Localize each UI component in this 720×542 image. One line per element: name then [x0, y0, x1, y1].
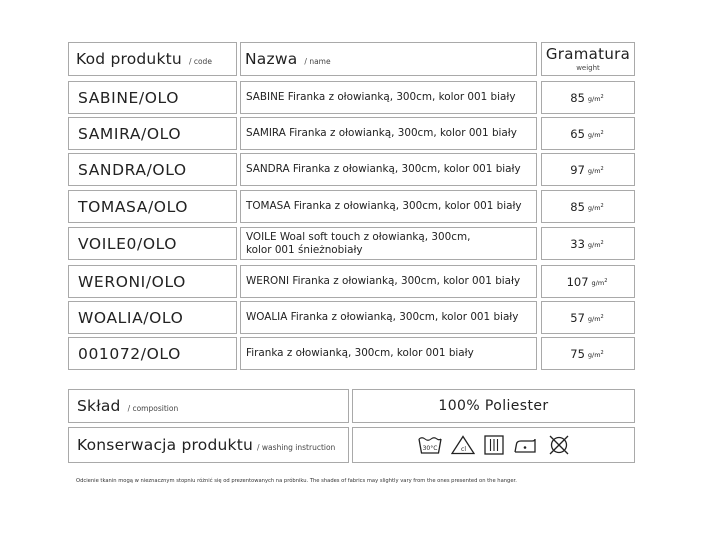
name-header-sub: / name	[304, 56, 331, 66]
product-name	[246, 347, 474, 360]
weight-unit-exp: 2	[600, 165, 604, 172]
product-name-cell	[240, 117, 537, 150]
product-name-line: WOALIA Firanka z ołowianką, 300cm, kolor 001 biały	[246, 311, 519, 324]
name-header-label: Nazwa	[245, 50, 298, 68]
bleach-label: cl	[460, 446, 466, 453]
code-header-label: Kod produktu	[76, 50, 182, 68]
care-label: Konserwacja produktu	[77, 436, 254, 454]
product-code-cell	[68, 337, 237, 370]
product-code: WOALIA/OLO	[78, 308, 184, 327]
product-weight-cell	[541, 190, 635, 223]
weight-unit	[588, 95, 604, 103]
weight-unit-exp: 2	[600, 129, 604, 136]
weight-unit-base: g/m	[587, 314, 601, 323]
product-weight-cell	[541, 117, 635, 150]
weight-unit	[592, 279, 608, 287]
product-code-cell	[68, 301, 237, 334]
product-name-cell	[240, 190, 537, 223]
product-name-cell	[240, 265, 537, 298]
product-name-line: SANDRA Firanka z ołowianką, 300cm, kolor 001 biały	[246, 163, 521, 176]
composition-label-cell	[68, 389, 349, 423]
product-name-cell	[240, 337, 537, 370]
product-weight: 75	[570, 346, 585, 361]
weight-unit	[588, 131, 604, 139]
product-code: SABINE/OLO	[78, 88, 180, 107]
composition-value-cell	[352, 389, 635, 423]
weight-unit-exp: 2	[600, 93, 604, 100]
weight-unit	[588, 167, 604, 175]
composition-value: 100% Poliester	[438, 398, 549, 414]
product-weight-cell	[541, 81, 635, 114]
product-name	[246, 200, 522, 213]
product-code-cell	[68, 265, 237, 298]
product-name-line: VOILE Woal soft touch z ołowianką, 300cm,	[246, 230, 471, 243]
product-name-line: WERONI Firanka z ołowianką, 300cm, kolor 001 biały	[246, 275, 521, 288]
product-weight: 85	[570, 199, 585, 214]
weight-unit-exp: 2	[600, 313, 604, 320]
product-weight-cell	[541, 301, 635, 334]
weight-unit-exp: 2	[600, 349, 604, 356]
product-code: SANDRA/OLO	[78, 160, 187, 179]
product-name	[246, 231, 470, 256]
product-code: VOILE0/OLO	[78, 234, 178, 253]
care-label-cell	[68, 427, 349, 463]
weight-header-sub: weight	[576, 63, 600, 72]
product-name-cell	[240, 153, 537, 186]
product-name-line: SABINE Firanka z ołowianką, 300cm, kolor 001 biały	[246, 91, 516, 104]
weight-unit-base: g/m	[587, 203, 601, 212]
product-name	[246, 311, 518, 324]
footnote: Odcienie tkanin mogą w nieznacznym stopniu różnić się od prezentowanych na próbniku. The shades of fabrics may slightly vary from the ones presented on the hanger.	[76, 478, 517, 484]
dry-icon	[484, 435, 504, 455]
product-name-line: SAMIRA Firanka z ołowianką, 300cm, kolor 001 biały	[246, 127, 517, 140]
code-header	[68, 42, 237, 76]
name-header	[240, 42, 537, 76]
chlorine-bleach-icon	[451, 435, 475, 455]
weight-unit-base: g/m	[587, 166, 601, 175]
product-weight: 33	[570, 236, 585, 251]
weight-header	[541, 42, 635, 76]
care-icons-cell	[352, 427, 635, 463]
weight-unit-exp: 2	[600, 202, 604, 209]
product-name	[246, 275, 520, 288]
product-weight-cell	[541, 227, 635, 260]
composition-label: Skład	[77, 397, 121, 415]
weight-unit	[588, 315, 604, 323]
wash-30-icon	[418, 435, 442, 455]
weight-header-label: Gramatura	[545, 44, 631, 63]
product-weight-cell	[541, 153, 635, 186]
product-code: WERONI/OLO	[78, 272, 186, 291]
wash-temp-label: 30°C	[422, 445, 437, 452]
product-weight: 65	[570, 126, 585, 141]
product-code-cell	[68, 81, 237, 114]
product-weight: 85	[570, 90, 585, 105]
product-code-cell	[68, 117, 237, 150]
code-header-sub: / code	[188, 56, 212, 66]
product-name-cell	[240, 81, 537, 114]
weight-unit-exp: 2	[600, 239, 604, 246]
product-weight-cell	[541, 265, 635, 298]
product-name	[246, 91, 516, 104]
weight-unit	[588, 204, 604, 212]
product-weight: 107	[566, 274, 589, 289]
product-weight: 97	[570, 162, 585, 177]
weight-unit	[588, 351, 604, 359]
product-name-cell	[240, 227, 537, 260]
product-name-line: kolor 001 śnieżnobiały	[246, 243, 363, 256]
product-name	[246, 127, 517, 140]
product-name-cell	[240, 301, 537, 334]
iron-icon	[513, 435, 539, 455]
care-sub: / washing instruction	[257, 442, 336, 452]
product-code: 001072/OLO	[78, 344, 181, 363]
weight-unit-exp: 2	[604, 277, 608, 284]
weight-unit-base: g/m	[587, 94, 601, 103]
product-code-cell	[68, 227, 237, 260]
product-name	[246, 163, 521, 176]
weight-unit-base: g/m	[591, 278, 605, 287]
product-code-cell	[68, 190, 237, 223]
product-code: SAMIRA/OLO	[78, 124, 182, 143]
weight-unit	[588, 241, 604, 249]
composition-sub: / composition	[127, 403, 179, 413]
weight-unit-base: g/m	[587, 130, 601, 139]
product-name-line: TOMASA Firanka z ołowianką, 300cm, kolor 001 biały	[246, 200, 522, 213]
product-code-cell	[68, 153, 237, 186]
product-code: TOMASA/OLO	[78, 197, 189, 216]
product-weight-cell	[541, 337, 635, 370]
no-dry-clean-icon	[548, 434, 570, 456]
product-name-line: Firanka z ołowianką, 300cm, kolor 001 biały	[246, 347, 474, 360]
product-weight: 57	[570, 310, 585, 325]
weight-unit-base: g/m	[587, 240, 601, 249]
weight-unit-base: g/m	[587, 350, 601, 359]
